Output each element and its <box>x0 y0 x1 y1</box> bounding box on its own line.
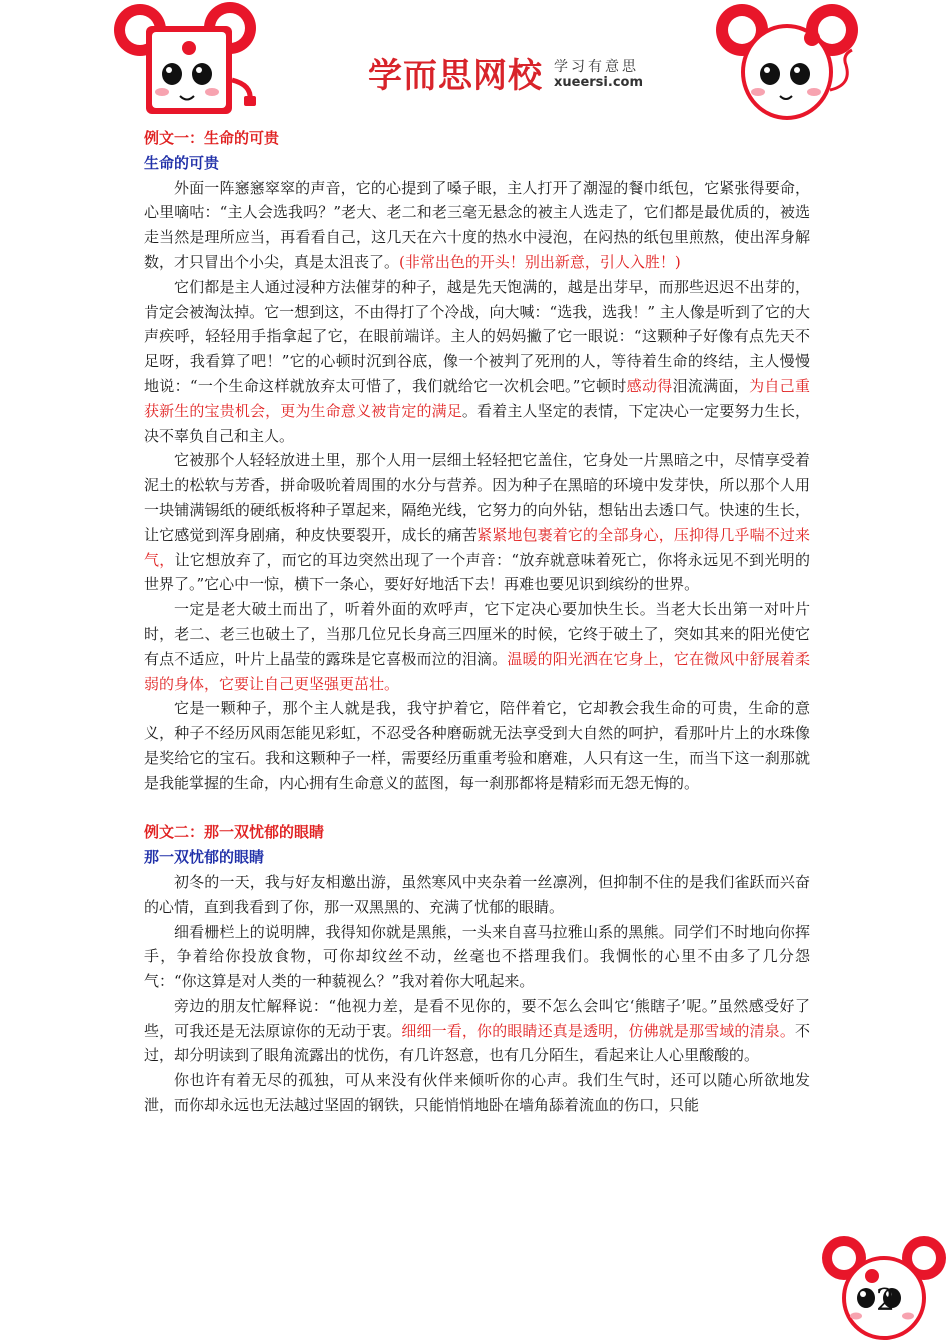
example1-label: 例文一：生命的可贵 <box>144 129 280 147</box>
highlight-text: 紧紧地包裹着它的全部身心，压抑得几乎喘不过来气， <box>144 525 810 569</box>
section-gap <box>144 796 810 821</box>
page-header <box>0 0 950 125</box>
example1-paragraph-1 <box>144 176 810 275</box>
example1-paragraph-3 <box>144 448 810 597</box>
example1-paragraph-4 <box>144 597 810 696</box>
example1-paragraph-2 <box>144 275 810 449</box>
logo-main-text: 学而思网校 <box>368 56 543 96</box>
paragraph-text: 它们都是主人通过浸种方法催芽的种子，越是先天饱满的，越是出芽早，而那些迟迟不出芽的，肯定会被淘汰掉。它一想到这，不由得打了个冷战，向大喊：“选我，选我！” 主人像是听到了它的大声疾呼，轻轻用手指拿起了它，在眼前端详。主人的妈妈撇了它一眼说：“这颗种子好像有点先天不足呀，我看算了吧！”它的心顿时沉到谷底，像一个被判了死刑的人，等待着生命的终结，主人慢慢地说：“一个生命这样就放弃太可惜了，我们就给它一次机会吧。”它顿时 <box>144 277 810 395</box>
paragraph-text: 不过，却分明读到了眼角流露出的忧伤，有几许怒意，也有几分陌生，看起来让人心里酸酸的。 <box>144 1021 810 1065</box>
highlight-text: 感动得 <box>626 376 673 395</box>
paragraph-text: 。看着主人坚定的表情，下定决心一定要努力生长，决不辜负自己和主人。 <box>144 401 810 445</box>
paragraph-text: 旁边的朋友忙解释说：“他视力差，是看不见你的，要不怎么会叫它‘熊瞎子’呢。”虽然感受好了些，可我还是无法原谅你的无动于衷。 <box>144 996 810 1040</box>
example2-label: 例文二：那一双忧郁的眼睛 <box>144 823 325 842</box>
logo-url: xueersi.com <box>554 75 644 90</box>
paragraph-text: 它被那个人轻轻放进土里，那个人用一层细土轻轻把它盖住，它身处一片黑暗之中，尽情享受着泥土的松软与芳香，拼命吸吮着周围的水分与营养。因为种子在黑暗的环境中发芽快，所以那个人用一块铺满锡纸的硬纸板将种子罩起来，隔绝光线，它努力的向外钻，想钻出去透口气。快速的生长，让它感觉到浑身剧痛，种皮快要裂开，成长的痛苦 <box>144 451 810 544</box>
example2-paragraph-1: 初冬的一天，我与好友相邀出游，虽然寒风中夹杂着一丝凛冽，但抑制不住的是我们雀跃而兴奋的心情，直到我看到了你，那一双黑黑的、充满了忧郁的眼睛。 <box>144 872 810 916</box>
page-number: 2 <box>876 1283 896 1318</box>
teacher-comment: (非常出色的开头！别出新意，引人入胜！) <box>399 252 681 271</box>
logo-slogan: 学习有意思 <box>554 59 639 75</box>
example2-title: 那一双忧郁的眼睛 <box>144 848 265 867</box>
paragraph-text: 让它想放弃了，而它的耳边突然出现了一个声音：“放弃就意味着死亡，你将永远见不到光明的世界了。”它心中一惊，横下一条心，要好好地活下去！再难也要见识到缤纷的世界。 <box>144 550 810 594</box>
example2-paragraph-4: 你也许有着无尽的孤独，可从来没有伙伴来倾听你的心声。我们生气时，还可以随心所欲地发泄，而你却永远也无法越过坚固的钢铁，只能悄悄地卧在墙角舔着流血的伤口，只能 <box>144 1071 810 1115</box>
example1-title: 生命的可贵 <box>144 153 220 172</box>
highlight-text: 温暖的阳光洒在它身上，它在微风中舒展着柔弱的身体，它要让自己更坚强更茁壮。 <box>144 649 810 693</box>
paragraph-text: 泪流满面， <box>672 376 750 395</box>
mouse-mascot-left-icon <box>112 0 262 125</box>
paragraph-text: 外面一阵窸窸窣窣的声音，它的心提到了嗓子眼，主人打开了潮湿的餐巾纸包，它紧张得要命，心里嘀咕：“主人会选我吗？”老大、老二和老三毫无悬念的被主人选走了，它们都是最优质的，被选走当然是理所应当，再看看自己，这几天在六十度的热水中浸泡，在闷热的纸包里煎熬，使出浑身解数，才只冒出个小尖，真是太沮丧了。 <box>144 178 810 271</box>
paragraph-text: 一定是老大破土而出了，听着外面的欢呼声，它下定决心要加快生长。当老大长出第一对叶片时，老二、老三也破土了，当那几位兄长身高三四厘米的时候，它终于破土了，突如其来的阳光使它有点不适应，叶片上晶莹的露珠是它喜极而泣的泪滴。 <box>144 600 810 668</box>
example1-paragraph-5: 它是一颗种子，那个主人就是我，我守护着它，陪伴着它，它却教会我生命的可贵，生命的意义，种子不经历风雨怎能见彩虹，不忍受各种磨砺就无法享受到大自然的呵护，看那叶片上的水珠像是奖给它的宝石。我和这颗种子一样，需要经历重重考验和磨难，人只有这一生，而当下这一刹那就是我能掌握的生命，内心拥有生命意义的蓝图，每一刹那都将是精彩而无怨无悔的。 <box>144 699 810 792</box>
example2-paragraph-2: 细看栅栏上的说明牌，我得知你就是黑熊，一头来自喜马拉雅山系的黑熊。同学们不时地向你挥手，争着给你投放食物，可你却纹丝不动，丝毫也不搭理我们。我惆怅的心里不由多了几分怨气：“你这算是对人类的一种藐视么？”我对着你大吼起来。 <box>144 922 810 991</box>
article-content <box>144 126 810 1118</box>
example2-paragraph-3 <box>144 994 810 1068</box>
mouse-mascot-right-icon <box>712 0 862 125</box>
highlight-text: 细细一看，你的眼睛还真是透明，仿佛就是那雪域的清泉。 <box>401 1021 795 1040</box>
highlight-text: 为自己重获新生的宝贵机会，更为生命意义被肯定的满足 <box>144 376 810 420</box>
